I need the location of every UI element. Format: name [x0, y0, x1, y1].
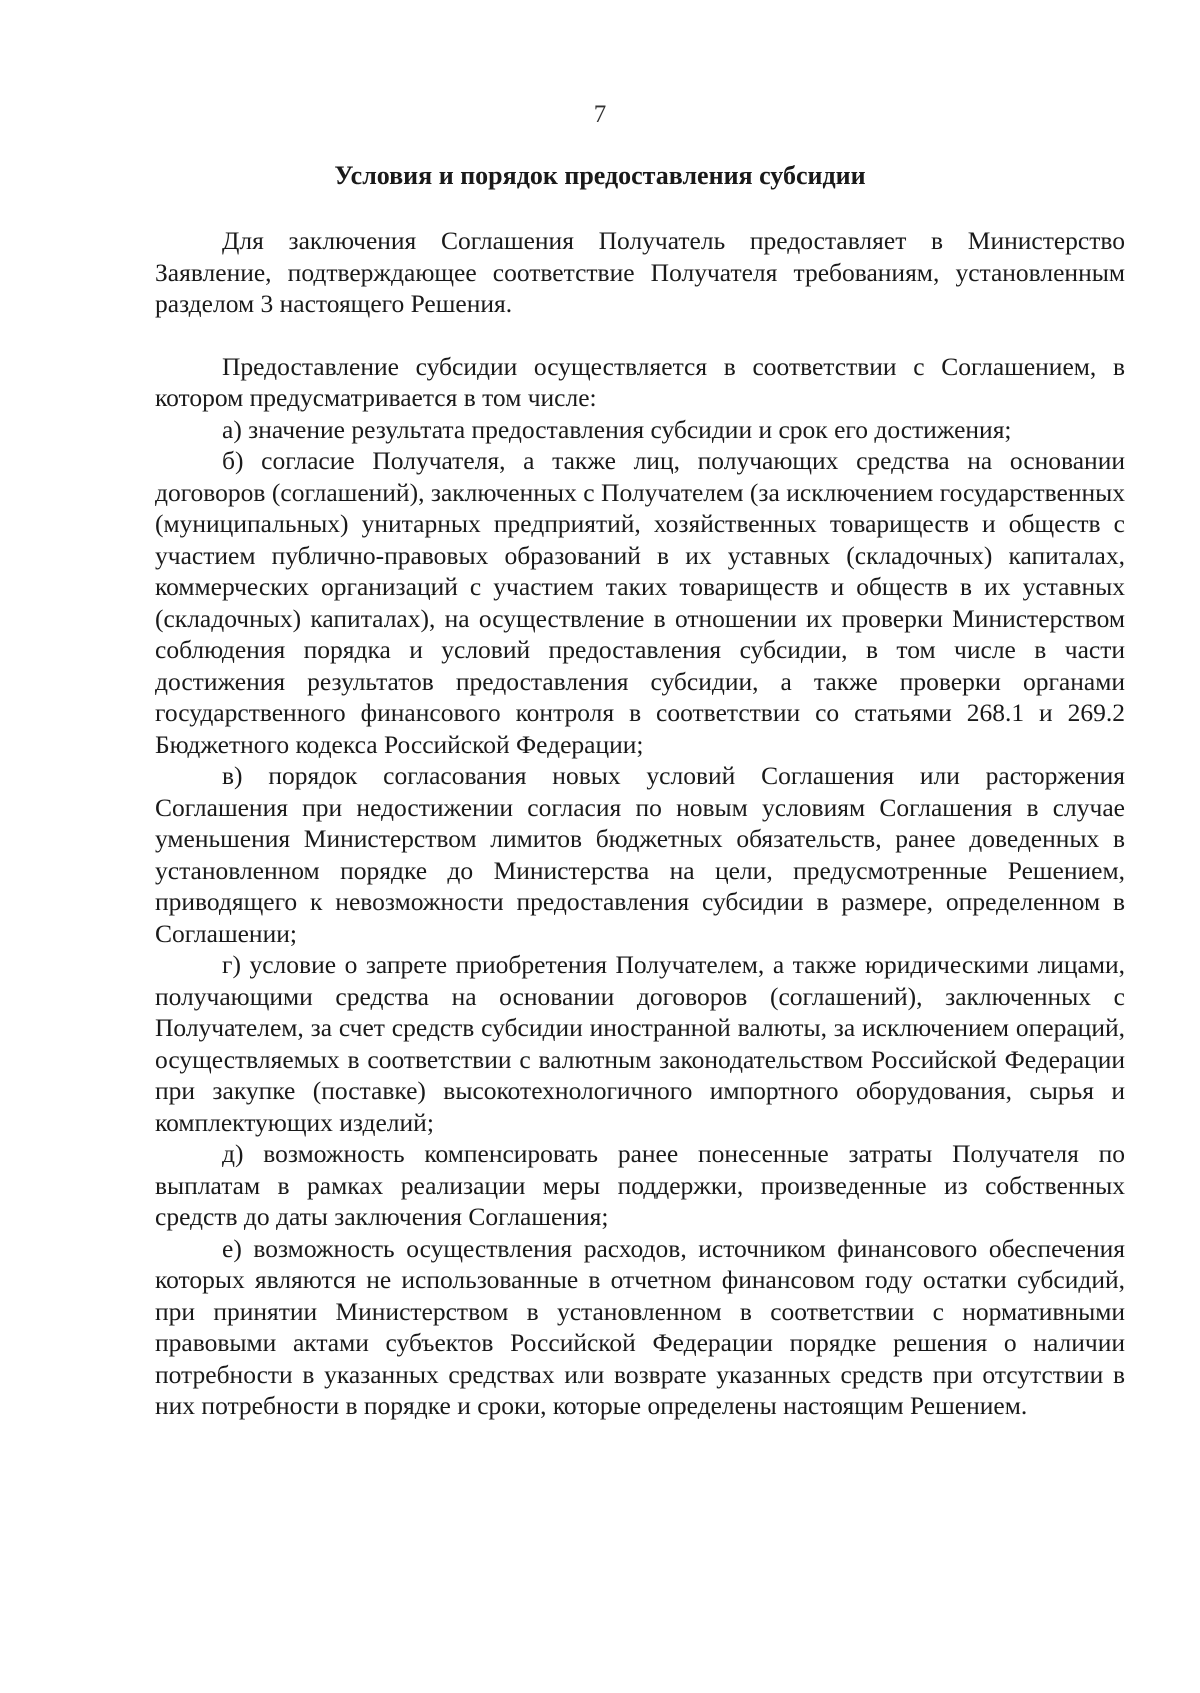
page-number: 7	[593, 101, 607, 128]
section-body	[155, 225, 1125, 1422]
paragraph-agreement-intro: Предоставление субсидии осуществляется в соответствии с Соглашением, в котором предусматривается в том числе:	[155, 351, 1125, 412]
list-item-d: д) возможность компенсировать ранее понесенные затраты Получателя по выплатам в рамках реализации меры поддержки, произведенные из собственных средств до даты заключения Соглашения;	[155, 1139, 1125, 1231]
section-title: Условия и порядок предоставления субсидии	[334, 161, 866, 190]
list-item-e: е) возможность осуществления расходов, источником финансового обеспечения которых являются не использованные в отчетном финансовом году остатки субсидий, при принятии Министерством в установленном в соответствии с нормативными правовыми актами субъектов Российской Федерации порядке решения о наличии потребности в указанных средствах или возврате указанных средств при отсутствии в них потребности в порядке и сроки, которые определены настоящим Решением.	[155, 1233, 1125, 1420]
list-item-g: г) условие о запрете приобретения Получателем, а также юридическими лицами, получающими средства на основании договоров (соглашений), заключенных с Получателем, за счет средств субсидии иностранной валюты, за исключением операций, осуществляемых в соответствии с валютным законодательством Российской Федерации при закупке (поставке) высокотехнологичного импортного оборудования, сырья и комплектующих изделий;	[155, 950, 1125, 1137]
list-item-a: а) значение результата предоставления субсидии и срок его достижения;	[222, 414, 1012, 444]
list-item-v: в) порядок согласования новых условий Соглашения или расторжения Соглашения при недостижении согласия по новым условиям Соглашения в случае уменьшения Министерством лимитов бюджетных обязательств, ранее доведенных в установленном порядке до Министерства на цели, предусмотренные Решением, приводящего к невозможности предоставления субсидии в размере, определенном в Соглашении;	[155, 761, 1125, 948]
list-item-b: б) согласие Получателя, а также лиц, получающих средства на основании договоров (соглашений), заключенных с Получателем (за исключением государственных (муниципальных) унитарных предприятий, хозяйственных товариществ и обществ с участием публично-правовых образований в их уставных (складочных) капиталах, коммерческих организаций с участием таких товариществ и обществ в их уставных (складочных) капиталах), на осуществление в отношении их проверки Министерством соблюдения порядка и условий предоставления субсидии, в том числе в части достижения результатов предоставления субсидии, а также проверки органами государственного финансового контроля в соответствии со статьями 268.1 и 269.2 Бюджетного кодекса Российской Федерации;	[155, 446, 1125, 759]
paragraph-application: Для заключения Соглашения Получатель предоставляет в Министерство Заявление, подтверждающее соответствие Получателя требованиям, установленным разделом 3 настоящего Решения.	[155, 226, 1125, 318]
